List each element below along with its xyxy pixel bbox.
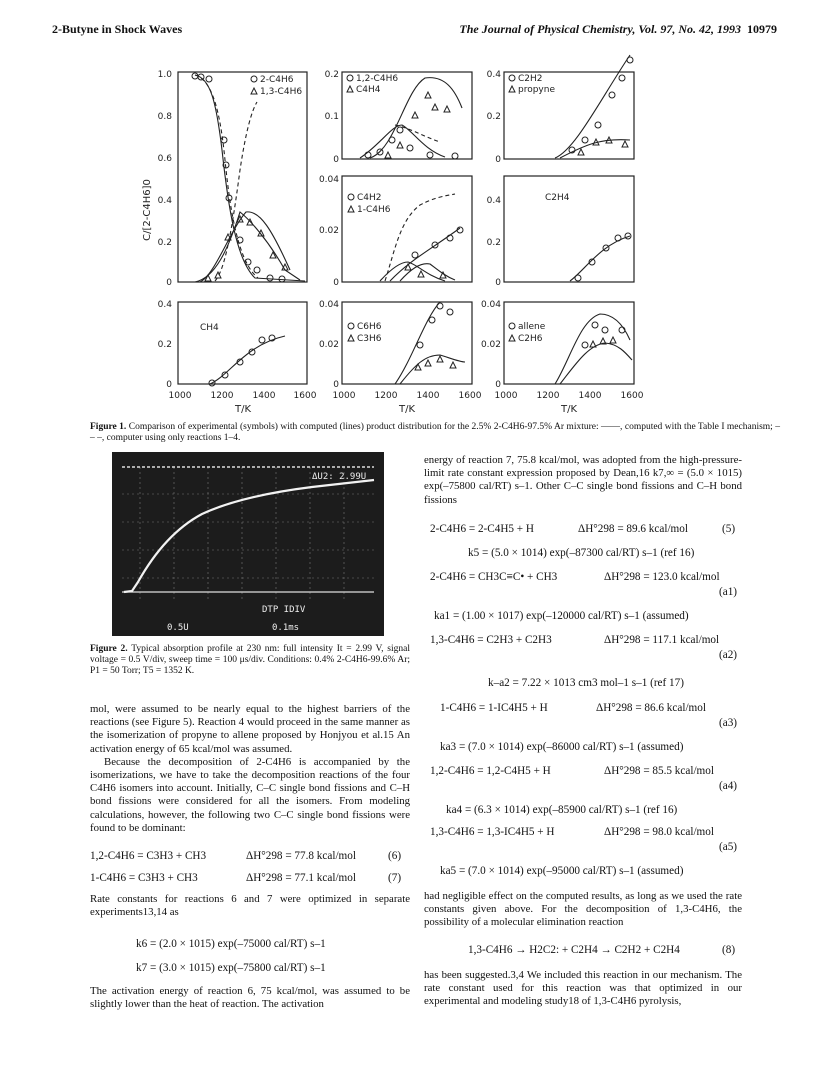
data-point [627,57,633,63]
data-point [254,267,260,273]
data-point [575,275,581,281]
rate-constant-ka1: ka1 = (1.00 × 1017) exp(–120000 cal/RT) s–1 (assumed) [434,610,689,622]
equation-number: (7) [388,872,402,884]
rate-constant-ka3: ka3 = (7.0 × 1014) exp(–86000 cal/RT) s–1 (assumed) [440,741,684,753]
triangle-marker-icon [251,88,257,94]
paragraph: has been suggested.3,4 We included this reaction in our mechanism. The rate constant used for this reaction was that optimized in our experimental and modeling study18 of 1,3-C4H6 pyrolysis, [424,969,742,1008]
ytick: 0.4 [157,300,172,310]
data-point [429,317,435,323]
ytick: 0 [495,380,501,390]
data-point [407,145,413,151]
data-point [389,137,395,143]
data-point [444,106,450,112]
ytick: 0.2 [157,340,172,350]
equation-number: (5) [722,523,736,535]
rate-constant-ka4: ka4 = (6.3 × 1014) exp(–85900 cal/RT) s–1 (ref 16) [446,804,678,816]
legend-entry: 2-C4H6 [260,75,294,85]
ytick: 0.02 [318,340,339,350]
rate-constant-k6: k6 = (2.0 × 1015) exp(–75000 cal/RT) s–1 [136,938,326,950]
legend-entry: C4H4 [356,85,381,95]
data-point [582,137,588,143]
ytick: 0.4 [157,196,172,206]
triangle-marker-icon [509,86,515,92]
ytick: 0.2 [324,70,339,80]
x-axis-label: T/K [398,404,416,415]
circle-marker-icon [347,75,353,81]
data-point [365,152,371,158]
data-point [452,153,458,159]
curve-c3h6 [400,355,465,384]
ytick: 0.8 [157,112,172,122]
ytick: 0.2 [486,112,501,122]
paragraph: mol, were assumed to be nearly equal to the highest barriers of the reactions (see Figure 5). Reaction 4 would proceed in the same manner as the isomerization of propyne to allene proposed by Honjyou et al.15 An activation energy of 65 kcal/mol was assumed. [90,703,410,755]
data-point [590,341,596,347]
paragraph: had negligible effect on the computed results, as long as we used the rate constants given above. For the decomposition of 1,3-C4H6, the possibility of a molecular elimination reaction [424,890,742,929]
absorption-trace [124,480,374,592]
data-point [622,141,628,147]
data-point [259,337,265,343]
data-point [418,271,424,277]
equation-a4: 1,2-C4H6 = 1,2-C4H5 + H [430,765,551,777]
ytick: 0.4 [486,70,501,80]
panel-2-c4h6 [178,72,307,282]
data-point [412,252,418,258]
equation-a1: 2-C4H6 = CH3C≡C• + CH3 [430,571,558,583]
data-point [609,92,615,98]
data-point [427,152,433,158]
equation-7-enthalpy: ΔH°298 = 77.1 kcal/mol [246,872,356,884]
data-point [447,235,453,241]
figure-1-caption-text: Comparison of experimental (symbols) with computed (lines) product distribution for the 2.5% 2-C4H6-97.5% Ar mixture: ——, computed with the Table I mechanism; – – –, computer using only reactions 1–4. [90,422,780,443]
circle-marker-icon [251,76,257,82]
figure-2-caption [90,644,410,677]
running-head: 2-Butyne in Shock Waves [52,22,183,36]
data-point [437,356,443,362]
ytick: 0 [495,155,501,165]
equation-5: 2-C4H6 = 2-C4H5 + H [430,523,534,535]
ytick: 0.2 [486,238,501,248]
ytick: 0 [333,278,339,288]
data-point [397,127,403,133]
xtick: 1200 [210,391,234,401]
left-column [90,703,410,835]
equation-6-enthalpy: ΔH°298 = 77.8 kcal/mol [246,850,356,862]
data-point [385,152,391,158]
legend-entry: 1,2-C4H6 [356,74,399,84]
data-point [615,235,621,241]
triangle-marker-icon [348,206,354,212]
panel-c2h4 [504,176,634,282]
screen-readout: 0.1ms [272,623,300,633]
rate-constant-k7: k7 = (3.0 × 1015) exp(–75800 cal/RT) s–1 [136,962,326,974]
triangle-marker-icon [348,335,354,341]
curve-ch4 [210,336,285,384]
panel-ch4 [178,302,307,384]
equation-number: (a4) [719,780,738,792]
equation-number: (a5) [719,841,738,853]
ytick: 0.02 [318,226,339,236]
data-point [206,76,212,82]
ytick: 0.04 [480,300,501,310]
xtick: 1000 [332,391,356,401]
ytick: 0 [166,278,172,288]
data-point [602,327,608,333]
equation-number: (8) [722,944,736,956]
xtick: 1400 [416,391,440,401]
data-point [595,122,601,128]
xtick: 1600 [620,391,644,401]
equation-number: (a3) [719,717,738,729]
equation-7: 1-C4H6 = C3H3 + CH3 [90,872,198,884]
figure-1-caption [90,422,780,444]
paragraph: The activation energy of reaction 6, 75 kcal/mol, was assumed to be slightly lower than the heat of reaction. The activation [90,985,410,1011]
equation-a4-enthalpy: ΔH°298 = 85.5 kcal/mol [604,765,714,777]
xtick: 1200 [374,391,398,401]
ytick: 0.04 [318,300,339,310]
y-axis-label: C/[2-C4H6]0 [142,179,153,241]
legend-entry: C4H2 [357,193,382,203]
ytick: 0.04 [318,175,339,185]
figure-1 [0,0,821,430]
equation-5-enthalpy: ΔH°298 = 89.6 kcal/mol [578,523,688,535]
rate-constant-ka5: ka5 = (7.0 × 1014) exp(–95000 cal/RT) s–1 (assumed) [440,865,684,877]
screen-readout: 0.5U [167,623,189,633]
legend-entry: propyne [518,85,556,95]
xtick: 1400 [578,391,602,401]
data-point [610,337,616,343]
curve-1-3-c4h6-b [200,212,290,282]
xtick: 1600 [458,391,482,401]
legend-entry: C3H6 [357,334,382,344]
data-point [425,360,431,366]
curve-c2h6 [560,343,632,384]
equation-a3-enthalpy: ΔH°298 = 86.6 kcal/mol [596,702,706,714]
right-column [424,454,742,507]
data-point [619,75,625,81]
xtick: 1000 [494,391,518,401]
ytick: 0 [333,380,339,390]
figure-1-label: Figure 1. [90,422,127,432]
data-point [267,275,273,281]
screen-readout: ΔU2: 2.99U [312,472,367,482]
circle-marker-icon [509,75,515,81]
x-axis-label: T/K [560,404,578,415]
curve-2-c4h6 [195,75,305,281]
xtick: 1200 [536,391,560,401]
data-point [415,364,421,370]
circle-marker-icon [348,194,354,200]
xtick: 1600 [293,391,317,401]
ytick: 0.6 [157,154,172,164]
figure-2-label: Figure 2. [90,644,128,654]
figure-2-caption-text: Typical absorption profile at 230 nm: full intensity It = 2.99 V, signal voltage = 0.5 V/div, sweep time = 100 μs/div. Conditions: 0.4% 2-C4H6-99.6% Ar; P1 = 50 Torr; T5 = 1352 K. [90,644,410,676]
data-point [437,303,443,309]
rate-constant-k5: k5 = (5.0 × 1014) exp(–87300 cal/RT) s–1 (ref 16) [468,547,695,559]
data-point [417,342,423,348]
legend-entry: C2H6 [518,334,543,344]
circle-marker-icon [348,323,354,329]
equation-a2-enthalpy: ΔH°298 = 117.1 kcal/mol [604,634,720,646]
ytick: 0.2 [157,238,172,248]
legend-entry: C2H4 [545,193,570,203]
figure-2-oscilloscope [112,452,384,636]
paragraph: Because the decomposition of 2-C4H6 is accompanied by the isomerizations, we have to take the decomposition reactions of the four C4H6 isomers into account. Initially, C–C single bond fissions and C–H bond fissions were considered for all the isomers. From modeling calculations, however, the following two C–C single bond fissions were found to be dominant: [90,755,410,834]
page-number: 10979 [747,22,777,36]
data-point [221,137,227,143]
triangle-marker-icon [347,86,353,92]
equation-number: (6) [388,850,402,862]
data-point [592,322,598,328]
data-point [412,112,418,118]
data-point [450,362,456,368]
equation-a3: 1-C4H6 = 1-IC4H5 + H [440,702,548,714]
journal-name: The Journal of Physical Chemistry, Vol. 97, No. 42, 1993 [459,22,741,36]
ytick: 0.1 [324,112,339,122]
equation-a1-enthalpy: ΔH°298 = 123.0 kcal/mol [604,571,720,583]
equation-number: (a2) [719,649,738,661]
paragraph: Rate constants for reactions 6 and 7 were optimized in separate experiments13,14 as [90,893,410,919]
data-point [425,92,431,98]
x-axis-label: T/K [234,404,252,415]
ytick: 0 [495,278,501,288]
legend-entry: 1-C4H6 [357,205,391,215]
triangle-marker-icon [509,335,515,341]
legend-entry: allene [518,322,546,332]
legend-entry: 1,3-C4H6 [260,87,303,97]
curve-c2h4 [570,236,630,281]
equation-6: 1,2-C4H6 = C3H3 + CH3 [90,850,207,862]
curve-propyne [560,140,630,158]
data-point [447,309,453,315]
rate-constant-ka2: k–a2 = 7.22 × 1013 cm3 mol–1 s–1 (ref 17) [488,677,684,689]
data-point [432,104,438,110]
legend-entry: C6H6 [357,322,382,332]
equation-number: (a1) [719,586,738,598]
curve-c4h2 [390,228,460,281]
xtick: 1000 [168,391,192,401]
legend-entry: C2H2 [518,74,543,84]
data-point [578,149,584,155]
xtick: 1400 [252,391,276,401]
curve-c2h2 [555,55,630,158]
legend-entry: CH4 [200,323,219,333]
ytick: 0 [333,155,339,165]
ytick: 0.02 [480,340,501,350]
data-point [397,142,403,148]
equation-a2: 1,3-C4H6 = C2H3 + C2H3 [430,634,552,646]
ytick: 0 [166,380,172,390]
equation-8: 1,3-C4H6 → H2C2: + C2H4 → C2H2 + C2H4 [468,944,680,956]
data-point [625,233,631,239]
ytick: 1.0 [157,70,172,80]
ytick: 0.4 [486,196,501,206]
equation-a5-enthalpy: ΔH°298 = 98.0 kcal/mol [604,826,714,838]
data-point [582,342,588,348]
paragraph: energy of reaction 7, 75.8 kcal/mol, was adopted from the high-pressure-limit rate constant expression proposed by Dean,16 k7,∞ = (5.0 × 1015) exp(–75800 cal/RT) s–1. Other C–C single bond fissions and C–H bond fissions [424,454,742,506]
equation-a5: 1,3-C4H6 = 1,3-IC4H5 + H [430,826,555,838]
data-point [237,237,243,243]
screen-readout: DTP IDIV [262,605,306,615]
circle-marker-icon [509,323,515,329]
